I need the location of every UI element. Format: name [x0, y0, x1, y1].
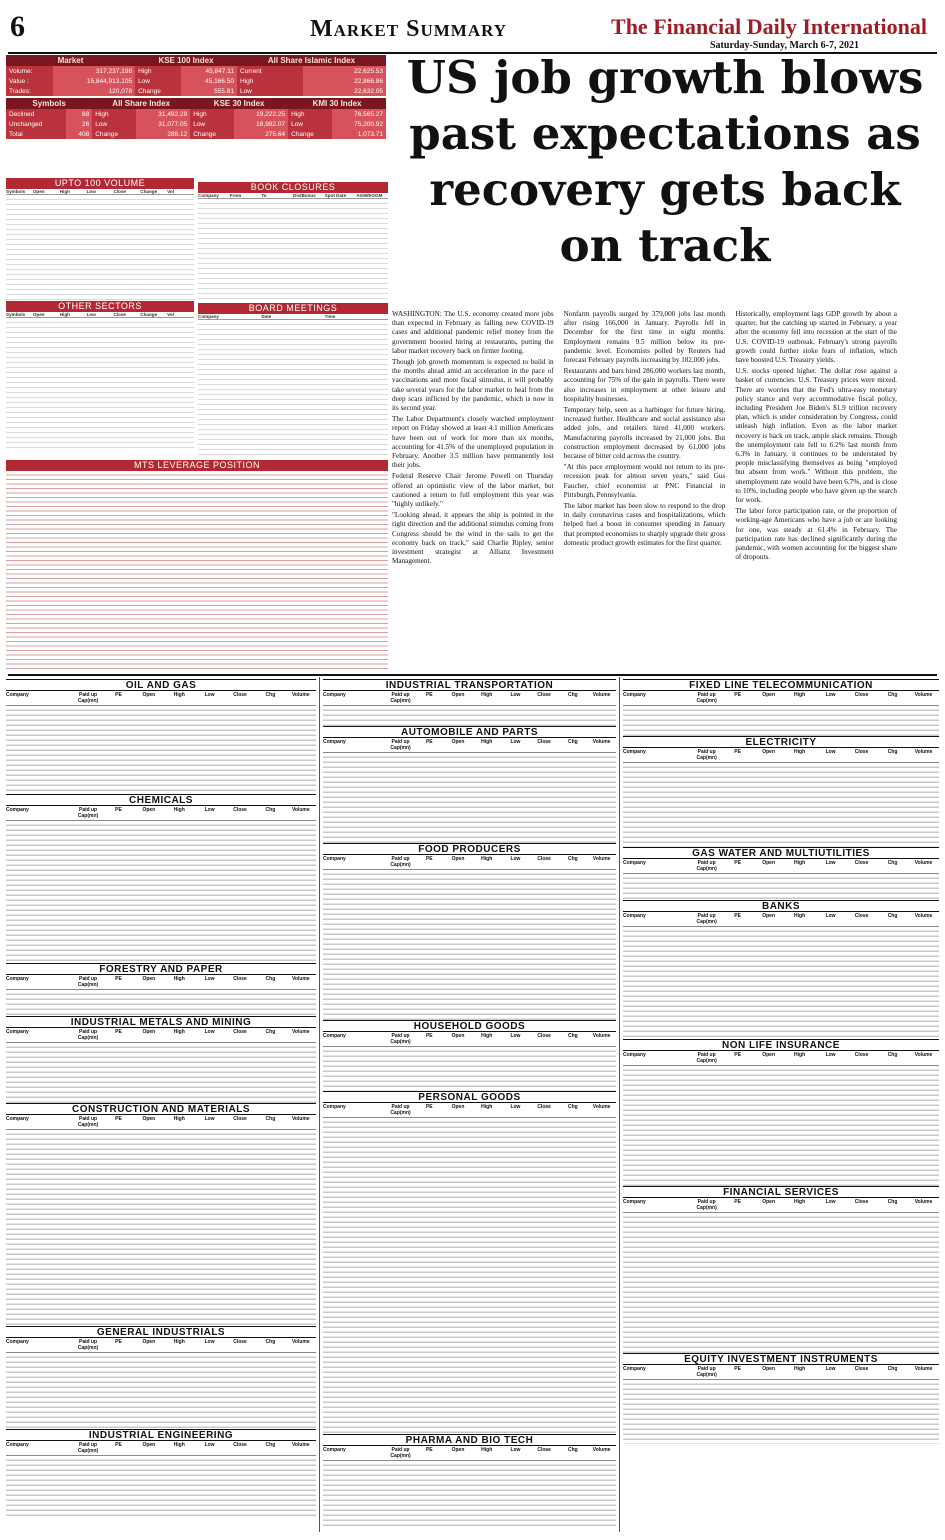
construction-heading: CONSTRUCTION AND MATERIALS: [6, 1103, 316, 1115]
islamic-index-header: All Share Islamic Index: [237, 55, 386, 66]
section-divider: [8, 674, 937, 676]
upto-100-volume-table: UPTO 100 VOLUME Symbols Open High Low Close Change Vol OTHER SECTORS Symbols Open High Low Close Change Vol: [6, 178, 194, 450]
automobile-heading: AUTOMOBILE AND PARTS: [323, 726, 616, 738]
household-goods-heading: HOUSEHOLD GOODS: [323, 1020, 616, 1032]
electricity-heading: ELECTRICITY: [623, 736, 939, 748]
personal-goods-heading: PERSONAL GOODS: [323, 1091, 616, 1103]
page-number: 6: [10, 10, 25, 43]
industrial-engineering-heading: INDUSTRIAL ENGINEERING: [6, 1429, 316, 1441]
gas-water-heading: GAS WATER AND MULTIUTILITIES: [623, 847, 939, 859]
metals-heading: INDUSTRIAL METALS AND MINING: [6, 1016, 316, 1028]
table-header: Symbols Open High Low Close Change Vol: [6, 189, 194, 195]
mts-banner: MTS LEVERAGE POSITION: [6, 460, 388, 471]
telecom-heading: FIXED LINE TELECOMMUNICATION: [623, 679, 939, 691]
board-meetings-banner: BOARD MEETINGS: [198, 303, 388, 314]
pharma-heading: PHARMA AND BIO TECH: [323, 1434, 616, 1446]
other-sectors-banner: OTHER SECTORS: [6, 301, 194, 312]
sector-column-3: FIXED LINE TELECOMMUNICATION Company Paid up Cap(mn) PE Open High Low Close Chg Volume ELECTRICITY Company Paid up Cap(mn) PE Open High Low Close Chg Volume GAS WATER AND MULTIUTILITIES Company Paid up Cap(mn) PE Open High Low Close Chg Volume BANKS Company Paid up Cap(mn) PE Open High Low Close Chg Volume NON LIFE INSURANCE Company Paid up Cap(mn) PE Open High Low Close Chg Volume FINANCIAL SERVICES Company Paid up Cap(mn) PE Open High Low Close Chg Volume EQUITY INVESTMENT INSTRUMENTS Company Paid up Cap(mn) PE Open High Low Close Chg Volume: [623, 679, 939, 1444]
column-divider: [319, 677, 320, 1532]
food-producers-heading: FOOD PRODUCERS: [323, 843, 616, 855]
kse100-header: KSE 100 Index: [135, 55, 237, 66]
banks-heading: BANKS: [623, 900, 939, 912]
book-closures-table: BOOK CLOSURES Company From To Div/Bonus Spot Date AGM/EOGM BOARD MEETINGS Company Date Time: [198, 182, 388, 458]
chemicals-heading: CHEMICALS: [6, 794, 316, 806]
newspaper-name: The Financial Daily International: [611, 14, 927, 39]
general-industrials-heading: GENERAL INDUSTRIALS: [6, 1326, 316, 1338]
headline: US job growth blows past expectations as recovery gets back on track: [406, 51, 924, 272]
oil-gas-heading: OIL AND GAS: [6, 679, 316, 691]
non-life-insurance-heading: NON LIFE INSURANCE: [623, 1039, 939, 1051]
column-divider: [619, 677, 620, 1532]
sector-column-2: INDUSTRIAL TRANSPORTATION Company Paid up Cap(mn) PE Open High Low Close Chg Volume AUTOMOBILE AND PARTS Company Paid up Cap(mn) PE Open High Low Close Chg Volume FOOD PRODUCERS Company Paid up Cap(mn) PE Open High Low Close Chg Volume HOUSEHOLD GOODS Company Paid up Cap(mn) PE Open High Low Close Chg Volume PERSONAL GOODS Company Paid up Cap(mn) PE Open High Low Close Chg Volume PHARMA AND BIO TECH Company Paid up Cap(mn) PE Open High Low Close Chg Volume: [323, 679, 616, 1527]
sector-column-1: OIL AND GAS Company Paid up Cap(mn) PE Open High Low Close Chg Volume CHEMICALS Company Paid up Cap(mn) PE Open High Low Close Chg Volume FORESTRY AND PAPER Company Paid up Cap(mn) PE Open High Low Close Chg Volume INDUSTRIAL METALS AND MINING Company Paid up Cap(mn) PE Open High Low Close Chg Volume CONSTRUCTION AND MATERIALS Company Paid up Cap(mn) PE Open High Low Close Chg Volume GENERAL INDUSTRIALS Company Paid up Cap(mn) PE Open High Low Close Chg Volume INDUSTRIAL ENGINEERING Company Paid up Cap(mn) PE Open High Low Close Chg Volume: [6, 679, 316, 1516]
mts-leverage-table: [6, 460, 388, 671]
equity-investment-heading: EQUITY INVESTMENT INSTRUMENTS: [623, 1353, 939, 1365]
article-body: WASHINGTON: The U.S. economy created more jobs than expected in February as falling new COVID-19 cases and additional pandemic relief money from the government boosted hiring at restaurants, putting the labor market recovery back on firmer footing. Though job growth momentum is expected to build in the months ahead amid an acceleration in the pace of vaccinations and more fiscal stimulus, it will probably take several years for the labor market to heal from the deep scars inflicted by the pandemic, which is now in its second year. The Labor Department's closely watched employment report on Friday showed at least 4.1 million Americans have been out of work for more than six months, accounting for 41.5% of the unemployed population in February. Another 3.5 million have permanently lost their jobs. Federal Reserve Chair Jerome Powell on Thursday offered an optimistic view of the labor market, but cautioned a return to full employment this year was "highly unlikely." "Looking ahead, it appears the ship is pointed in the right direction and the additional stimulus coming from Congress should be the wind in the sails to get the economy back on track," said Charlie Ripley, senior investment strategist at Allianz Investment Management. Nonfarm payrolls surged by 379,000 jobs last month after rising 166,000 in January. Payrolls fell in December for the first time in eight months. Employment remains 9.5 million below its pre-pandemic level. Economists polled by Reuters had forecast February payrolls increasing by 182,000 jobs. Restaurants and bars hired 286,000 workers last month, accounting for 75% of the gain in payrolls. There were also increases in employment at other leisure and hospitality businesses. Temporary help, seen as a harbinger for future hiring, increased further. Healthcare and social assistance also added jobs, and retailers hired 41,000 workers. Manufacturing payrolls increased by 21,000 jobs. But construction employment decreased by 61,000 jobs because of bitter cold across the country. "At this pace employment would not return to its pre-recession peak for almost seven years," said Gus Faucher, chief economist at PNC Financial in Pittsburgh, Pennsylvania. The labor market has been slow to respond to the drop in daily coronavirus cases and hospitalizations, which helped fuel a boost in consumer spending in January that prompted economists to sharply upgrade their gross domestic product growth estimates for the first quarter. Historically, employment lags GDP growth by about a quarter, but the catching up started in February, a year after the economy fell into recession at the start of the U.S. COVID-19 outbreak. February's strong payrolls growth could further stoke fears of inflation, which have boosted U.S. Treasury yields. U.S. stocks opened higher. The dollar rose against a basket of currencies. U.S. Treasury prices were mixed. There are worries that the Fed's ultra-easy monetary policy stance and very accommodative fiscal policy, including President Joe Biden's $1.9 trillion recovery plan, which is under consideration by Congress, could unleash high inflation. Even as the labor market recovery is back on track, ample slack remains. Though the unemployment rate fell to 6.2% last month from 6.3% in January, it continues to be understated by people misclassifying themselves as being "employed but absent from work." Without this problem, the unemployment rate would have been 6.7%, and is close to 10%, including people who have given up the search for work. The labor force participation rate, or the proportion of working-age Americans who have a job or are looking for one, was steady at 61.4% in February. The participation rate has declined significantly during the pandemic, with women accounting for the biggest share of dropouts.: [392, 310, 897, 566]
section-title: Market Summary: [310, 16, 508, 42]
market-header: Market: [6, 55, 135, 66]
book-closures-banner: BOOK CLOSURES: [198, 182, 388, 193]
transportation-heading: INDUSTRIAL TRANSPORTATION: [323, 679, 616, 691]
market-summary-box: Market KSE 100 Index All Share Islamic Index Volume: 317,237,198 High 45,847.11 Current 22,625.53 Value : 15,844,913,105 Low 45,166.50 High 22,866.86 Trades: 120,078 Change 555.81 Low 22,632.05 Symbols All Share Index KSE 30 Index KMI 30 Index Declined 88 High 31,492.29 High 19,222.25 High 76,565.27 Unchanged 26 Low 31,077.05 Low 18,982.07 Low 75,200.92 Total 408 Change 288.12 Change 275.64 Change 1,073.71: [6, 55, 386, 139]
issue-date: Saturday-Sunday, March 6-7, 2021: [709, 40, 859, 51]
financial-services-heading: FINANCIAL SERVICES: [623, 1186, 939, 1198]
forestry-heading: FORESTRY AND PAPER: [6, 963, 316, 975]
upto-100-banner: UPTO 100 VOLUME: [6, 178, 194, 189]
